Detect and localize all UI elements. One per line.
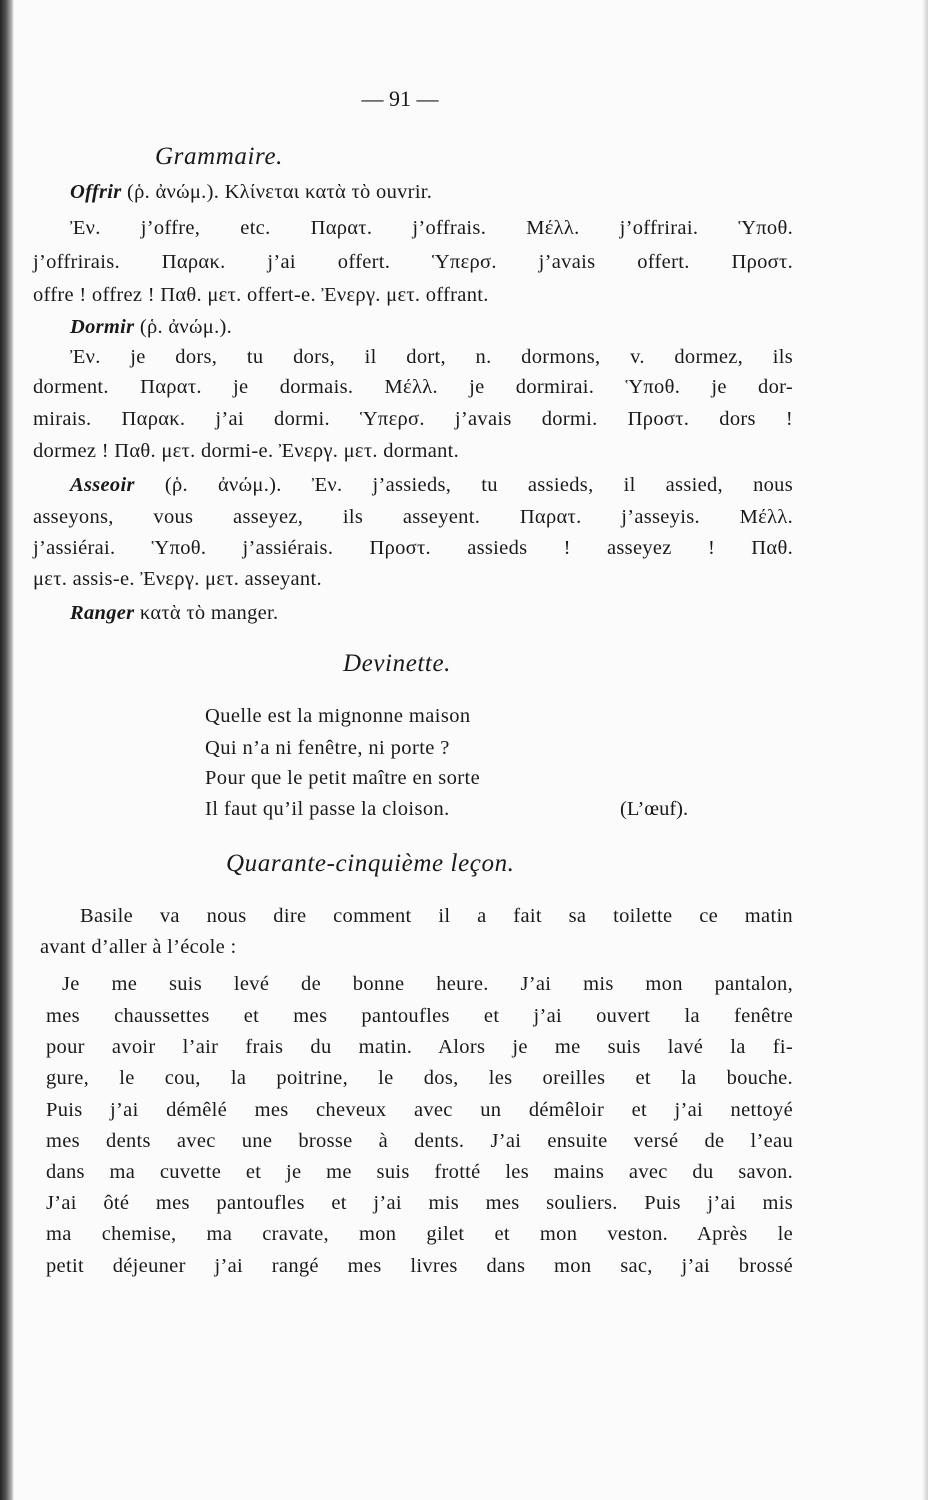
book-spine-shadow [0, 0, 14, 1500]
riddle-heading: Devinette. [343, 650, 452, 677]
line-text: dorment. Παρατ. je dormais. Μέλλ. je dormirai. Ὑποθ. je dor- [33, 376, 793, 398]
grammar-line [33, 537, 793, 560]
grammar-line [70, 602, 793, 625]
verb-lead: Offrir [70, 181, 122, 203]
lesson-line: dans ma cuvette et je me suis frotté les mains avec du savon. [46, 1161, 793, 1183]
grammar-line [33, 408, 793, 431]
grammar-line [70, 217, 793, 240]
riddle-line: Quelle est la mignonne maison [205, 705, 471, 727]
lesson-line: mes chaussettes et mes pantoufles et j’ai ouvert la fenêtre [46, 1005, 793, 1027]
page-edge [922, 0, 928, 1500]
grammar-line [33, 284, 793, 307]
riddle-line: Pour que le petit maître en sorte [205, 767, 481, 789]
line-text: Ἐν. je dors, tu dors, il dort, n. dormons, v. dormez, ils [70, 346, 793, 368]
line-text: (ῥ. ἀνώμ.). [134, 316, 233, 338]
lesson-line: Puis j’ai démêlé mes cheveux avec un démêloir et j’ai nettoyé [46, 1099, 793, 1121]
grammar-line [70, 474, 793, 497]
line-text: asseyons, vous asseyez, ils asseyent. Παρατ. j’asseyis. Μέλλ. [33, 506, 793, 528]
line-text: (ῥ. ἀνώμ.). Κλίνεται κατὰ τὸ ouvrir. [121, 181, 433, 203]
line-text: κατὰ τὸ manger. [134, 602, 279, 624]
lesson-line: ma chemise, ma cravate, mon gilet et mon veston. Après le [46, 1223, 793, 1245]
lesson-line: mes dents avec une brosse à dents. J’ai ensuite versé de l’eau [46, 1130, 793, 1152]
lesson-heading: Quarante-cinquième leçon. [226, 850, 515, 877]
verb-lead: Asseoir [70, 474, 135, 496]
line-text: j’assiérai. Ὑποθ. j’assiérais. Προστ. assieds ! asseyez ! Παθ. [33, 537, 793, 559]
grammar-line [33, 440, 793, 463]
line-text: offre ! offrez ! Παθ. μετ. offert-e. Ἐνεργ. μετ. offrant. [33, 284, 489, 306]
grammar-heading: Grammaire. [155, 143, 283, 170]
verb-lead: Dormir [70, 316, 135, 338]
line-text: mirais. Παρακ. j’ai dormi. Ὑπερσ. j’avais dormi. Προστ. dors ! [33, 408, 793, 430]
riddle-line: Qui n’a ni fenêtre, ni porte ? [205, 737, 450, 759]
grammar-line [70, 316, 793, 339]
grammar-line [33, 376, 793, 399]
lesson-line: pour avoir l’air frais du matin. Alors je me suis lavé la fi- [46, 1036, 793, 1058]
grammar-line [33, 568, 793, 591]
grammar-line [70, 181, 793, 204]
verb-lead: Ranger [70, 602, 135, 624]
lesson-line: Je me suis levé de bonne heure. J’ai mis mon pantalon, [62, 973, 793, 995]
grammar-line [33, 506, 793, 529]
grammar-line [70, 346, 793, 369]
riddle-line: Il faut qu’il passe la cloison. [205, 798, 450, 820]
line-text: Ἐν. j’offre, etc. Παρατ. j’offrais. Μέλλ. j’offrirai. Ὑποθ. [70, 217, 793, 239]
lesson-line: J’ai ôté mes pantoufles et j’ai mis mes souliers. Puis j’ai mis [46, 1192, 793, 1214]
riddle-answer: (L’œuf). [620, 798, 689, 820]
lesson-line: gure, le cou, la poitrine, le dos, les oreilles et la bouche. [46, 1067, 793, 1089]
line-text: (ῥ. ἀνώμ.). Ἐν. j’assieds, tu assieds, il assied, nous [134, 474, 793, 496]
lesson-line: petit déjeuner j’ai rangé mes livres dans mon sac, j’ai brossé [46, 1255, 793, 1277]
line-text: μετ. assis-e. Ἐνεργ. μετ. asseyant. [33, 568, 322, 590]
line-text: dormez ! Παθ. μετ. dormi-e. Ἐνεργ. μετ. dormant. [33, 440, 460, 462]
grammar-line [33, 251, 793, 274]
line-text: j’offrirais. Παρακ. j’ai offert. Ὑπερσ. j’avais offert. Προστ. [33, 251, 793, 273]
lesson-line: Basile va nous dire comment il a fait sa toilette ce matin [80, 905, 793, 927]
page-number: — 91 — [361, 86, 439, 111]
lesson-line: avant d’aller à l’école : [40, 936, 237, 958]
